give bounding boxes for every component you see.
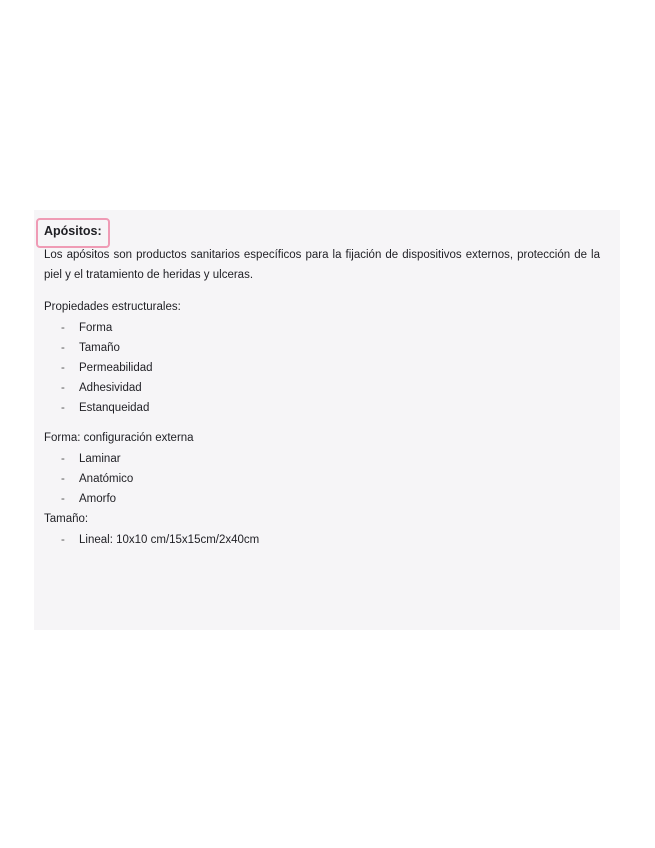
list-item-text: Estanqueidad [79, 402, 150, 414]
list-item [44, 469, 600, 489]
form-list [44, 449, 600, 509]
intro-paragraph: Los apósitos son productos sanitarios específicos para la fijación de dispositivos externos, protección de la piel y el tratamiento de heridas y ulceras. [44, 249, 600, 281]
list-item-text: Lineal: 10x10 cm/15x15cm/2x40cm [79, 534, 260, 546]
list-item-text: Forma [79, 322, 113, 334]
list-item [44, 318, 600, 338]
page-title: Apósitos: [44, 224, 102, 238]
list-item [44, 378, 600, 398]
list-item [44, 338, 600, 358]
bullet-dash: - [61, 473, 65, 485]
list-item [44, 449, 600, 469]
bullet-dash: - [61, 322, 65, 334]
structural-properties-list [44, 318, 600, 418]
list-item [44, 358, 600, 378]
list-item-text: Laminar [79, 453, 121, 465]
bullet-dash: - [61, 453, 65, 465]
bullet-dash: - [61, 534, 65, 546]
heading-wrap [44, 224, 102, 238]
list-item-text: Adhesividad [79, 382, 142, 394]
structural-properties-label: Propiedades estructurales: [44, 301, 181, 313]
list-item-text: Amorfo [79, 493, 117, 505]
document-page [44, 220, 600, 550]
list-item [44, 489, 600, 509]
bullet-dash: - [61, 342, 65, 354]
bullet-dash: - [61, 362, 65, 374]
list-item-text: Permeabilidad [79, 362, 153, 374]
list-item-text: Tamaño [79, 342, 120, 354]
size-label: Tamaño: [44, 513, 89, 525]
list-item [44, 398, 600, 418]
bullet-dash: - [61, 493, 65, 505]
size-list [44, 530, 600, 550]
list-item-text: Anatómico [79, 473, 134, 485]
bullet-dash: - [61, 402, 65, 414]
form-label: Forma: configuración externa [44, 432, 194, 444]
bullet-dash: - [61, 382, 65, 394]
list-item [44, 530, 600, 550]
